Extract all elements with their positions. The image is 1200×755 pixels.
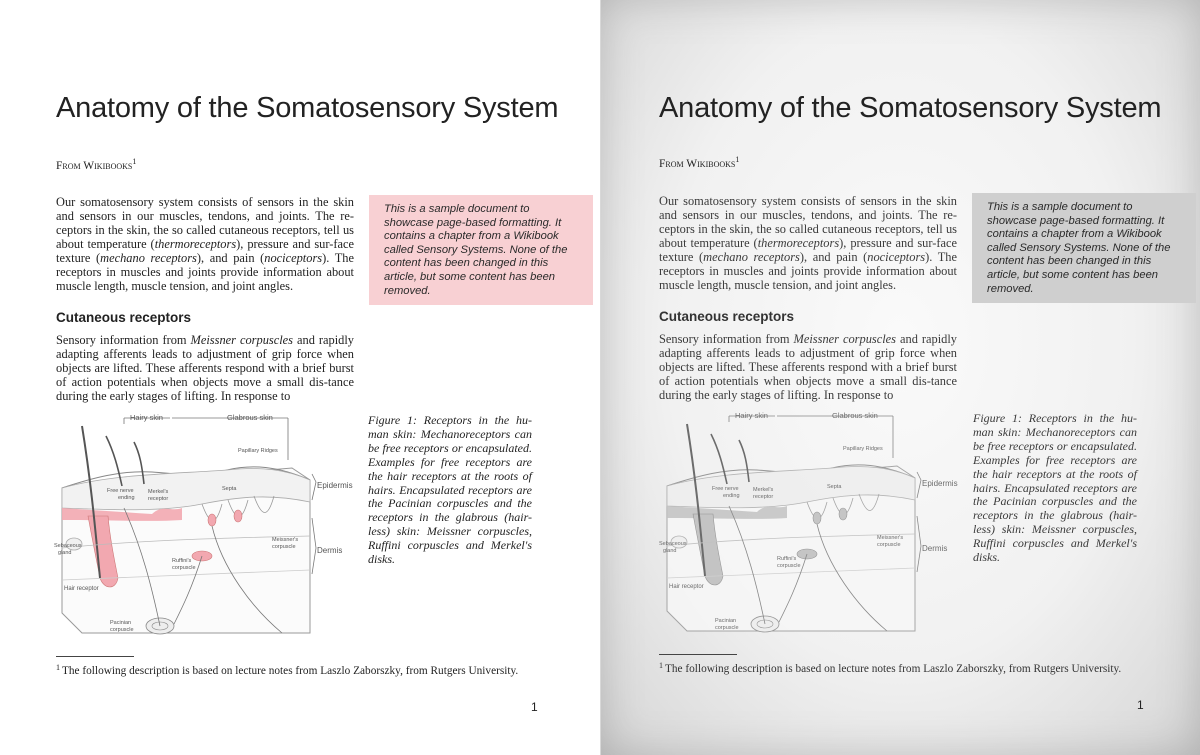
figure-caption: Figure 1: Receptors in the hu-man skin: Mechanoreceptors can be free receptors or encapsulated. Examples for free receptors are the hair receptors at the roots of hairs. Encapsulated receptors are the Pacinian corpuscles and the receptors in the glabrous (hair-less) skin: Meissner corpuscles, Ruffini corpuscles and Merkel's disks. [368, 413, 532, 567]
byline [659, 155, 739, 170]
intro-emphasis: mechano receptors [703, 250, 800, 264]
intro-emphasis: thermoreceptors [154, 237, 237, 251]
sample-notice-callout: This is a sample document to showcase page-based formatting. It contains a chapter from a Wikibook called Sensory Systems. None of the content has been changed in this article, but some content has been removed. [972, 193, 1196, 303]
intro-emphasis: nociceptors [264, 251, 323, 265]
page-title: Anatomy of the Somatosensory System [659, 92, 1162, 124]
skin-diagram [52, 408, 362, 643]
figure-caption: Figure 1: Receptors in the hu-man skin: Mechanoreceptors can be free receptors or encapsulated. Examples for free receptors are the hair receptors at the roots of hairs. Encapsulated receptors are the Pacinian corpuscles and the receptors in the glabrous (hair-less) skin: Meissner corpuscles, Ruffini corpuscles and Merkel's disks. [973, 411, 1137, 565]
page-number: 1 [531, 700, 538, 714]
label-merkels-receptor-1: Merkel's [148, 489, 169, 495]
label-pacinian-corpuscle-2: corpuscle [715, 625, 739, 631]
intro-text: ), and pain ( [196, 251, 265, 265]
label-dermis: Dermis [317, 546, 343, 555]
label-sebaceous-gland-2: gland [663, 548, 677, 554]
intro-text: ). The receptors in muscles and joints provide information about muscle length, muscle tension, and joint angles. [659, 250, 957, 292]
skin-receptors-figure [52, 408, 362, 643]
label-meissners-corpuscle-1: Meissner's [877, 535, 904, 541]
label-septa: Septa [827, 484, 842, 490]
label-epidermis: Epidermis [317, 481, 353, 490]
body-paragraph [56, 333, 354, 403]
footnote-text: The following description is based on lecture notes from Laszlo Zaborszky, from Rutgers University. [62, 665, 519, 677]
skin-receptors-figure [657, 406, 967, 641]
footnote [659, 661, 1121, 675]
label-ruffinis-corpuscle-1: Ruffini's [777, 556, 797, 562]
intro-emphasis: thermoreceptors [757, 236, 840, 250]
intro-paragraph [659, 194, 957, 292]
footnote-ref[interactable]: 1 [735, 155, 740, 164]
body-paragraph [659, 332, 957, 402]
body-text: and rapidly adapting afferents leads to adjustment of grip force when objects are lifted. These afferents respond with a brief burst of action potentials when objects move a small dis-tance during the early stages of lifting. In response to [659, 332, 957, 402]
body-emphasis: Meissner corpuscles [793, 332, 896, 346]
footnote-divider [56, 656, 134, 657]
label-hairy-skin: Hairy skin [130, 413, 163, 422]
label-free-nerve-ending-2: ending [118, 495, 135, 501]
intro-text: ), pressure and sur-face texture ( [56, 237, 355, 265]
label-glabrous-skin: Glabrous skin [832, 411, 878, 420]
label-epidermis: Epidermis [922, 479, 958, 488]
intro-paragraph [56, 195, 354, 293]
byline-text: From Wikibooks [56, 160, 133, 172]
label-ruffinis-corpuscle-1: Ruffini's [172, 558, 192, 564]
label-meissners-corpuscle-2: corpuscle [272, 544, 296, 550]
label-meissners-corpuscle-1: Meissner's [272, 537, 299, 543]
footnote-marker: 1 [659, 661, 663, 670]
body-text: Sensory information from [56, 333, 191, 347]
label-free-nerve-ending-2: ending [723, 493, 740, 499]
intro-text: Our somatosensory system consists of sensors in the skin and sensors in our muscles, tendons, and joints. The re-ceptors in the skin, the so called cutaneous receptors, tell us about temperature ( [659, 194, 957, 250]
intro-text: ). The receptors in muscles and joints provide information about muscle length, muscle tension, and joint angles. [56, 251, 354, 293]
label-sebaceous-gland-1: Sebaceous [659, 541, 687, 547]
label-merkels-receptor-1: Merkel's [753, 487, 774, 493]
byline-text: From Wikibooks [659, 158, 736, 170]
footnote [56, 663, 518, 677]
footnote-text: The following description is based on lecture notes from Laszlo Zaborszky, from Rutgers University. [665, 663, 1122, 675]
body-text: and rapidly adapting afferents leads to adjustment of grip force when objects are lifted. These afferents respond with a brief burst of action potentials when objects move a small dis-tance during the early stages of lifting. In response to [56, 333, 354, 403]
label-meissners-corpuscle-2: corpuscle [877, 542, 901, 548]
page-grayscale-version [600, 0, 1200, 755]
label-pacinian-corpuscle-1: Pacinian [715, 618, 737, 624]
footnote-divider [659, 654, 737, 655]
intro-emphasis: nociceptors [867, 250, 926, 264]
label-hair-receptor: Hair receptor [64, 586, 99, 592]
label-papillary-ridges: Papillary Ridges [238, 448, 278, 454]
body-emphasis: Meissner corpuscles [190, 333, 293, 347]
intro-text: Our somatosensory system consists of sensors in the skin and sensors in our muscles, tendons, and joints. The re-ceptors in the skin, the so called cutaneous receptors, tell us about temperature ( [56, 195, 354, 251]
label-hair-receptor: Hair receptor [669, 584, 704, 590]
intro-text: ), pressure and sur-face texture ( [659, 236, 958, 264]
label-dermis: Dermis [922, 544, 948, 553]
section-heading: Cutaneous receptors [659, 309, 795, 324]
label-ruffinis-corpuscle-2: corpuscle [777, 563, 801, 569]
body-text: Sensory information from [659, 332, 794, 346]
label-free-nerve-ending-1: Free nerve [712, 486, 739, 492]
label-merkels-receptor-2: receptor [148, 496, 169, 502]
section-heading: Cutaneous receptors [56, 310, 192, 325]
label-free-nerve-ending-1: Free nerve [107, 488, 134, 494]
label-glabrous-skin: Glabrous skin [227, 413, 273, 422]
label-papillary-ridges: Papillary Ridges [843, 446, 883, 452]
page-title: Anatomy of the Somatosensory System [56, 92, 559, 124]
intro-emphasis: mechano receptors [100, 251, 197, 265]
label-pacinian-corpuscle-2: corpuscle [110, 627, 134, 633]
footnote-marker: 1 [56, 663, 60, 672]
skin-diagram [657, 406, 967, 641]
sample-notice-callout: This is a sample document to showcase page-based formatting. It contains a chapter from a Wikibook called Sensory Systems. None of the content has been changed in this article, but some content has been removed. [369, 195, 593, 305]
label-merkels-receptor-2: receptor [753, 494, 774, 500]
intro-text: ), and pain ( [799, 250, 868, 264]
label-septa: Septa [222, 486, 237, 492]
byline [56, 157, 136, 172]
label-pacinian-corpuscle-1: Pacinian [110, 620, 132, 626]
footnote-ref[interactable]: 1 [132, 157, 137, 166]
label-hairy-skin: Hairy skin [735, 411, 768, 420]
label-sebaceous-gland-2: gland [58, 550, 72, 556]
page-number: 1 [1137, 698, 1144, 712]
label-sebaceous-gland-1: Sebaceous [54, 543, 82, 549]
label-ruffinis-corpuscle-2: corpuscle [172, 565, 196, 571]
